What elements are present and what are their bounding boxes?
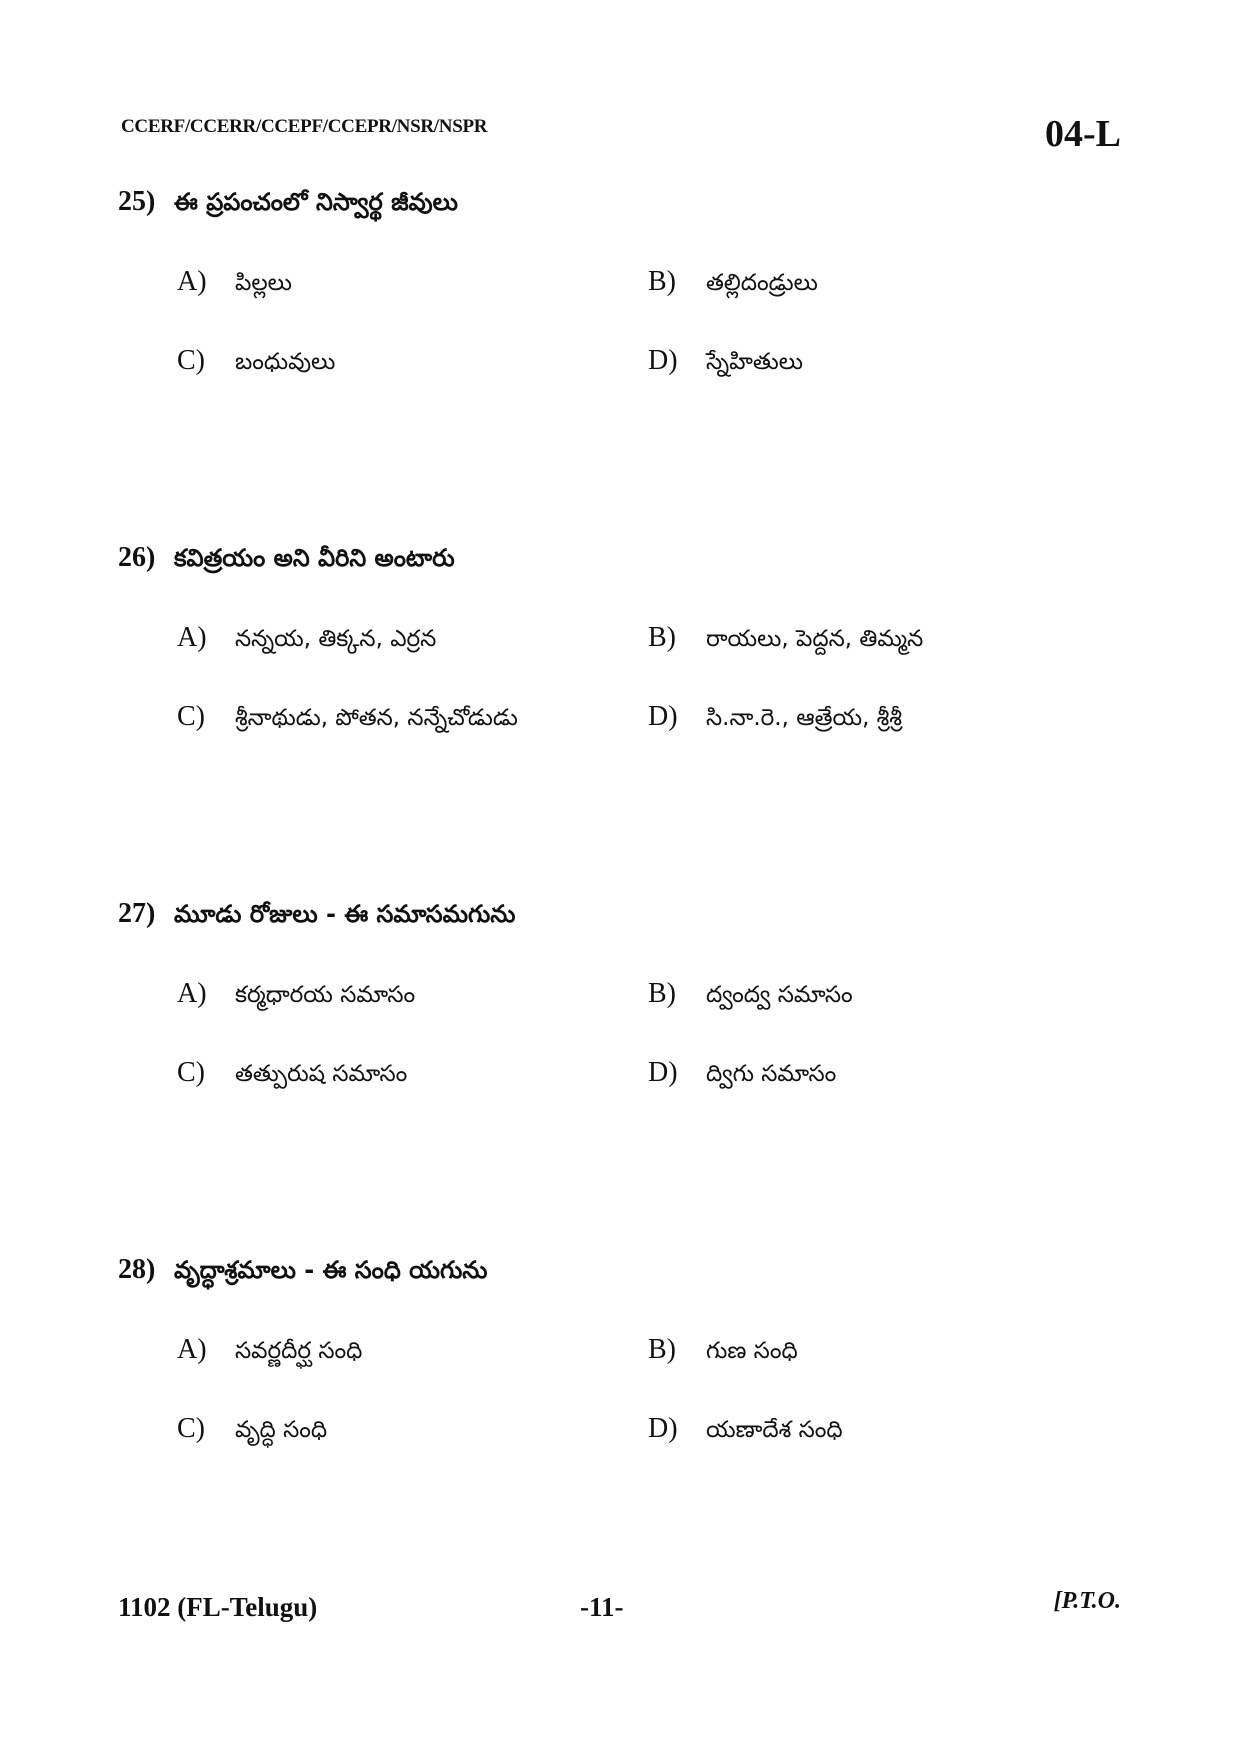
- option-text: పిల్లలు: [235, 270, 292, 296]
- option-letter: D): [648, 1057, 678, 1088]
- option-row: [118, 262, 1118, 302]
- question-number: 25): [118, 186, 156, 217]
- option-c: [177, 1409, 327, 1453]
- option-letter: C): [177, 345, 205, 376]
- option-letter: C): [177, 701, 205, 732]
- option-text: సవర్ణదీర్ఘ సంధి: [235, 1338, 363, 1364]
- option-text: బంధువులు: [235, 349, 336, 375]
- option-text: తత్పురుష సమాసం: [235, 1061, 408, 1087]
- option-a: [177, 262, 292, 306]
- option-letter: A): [177, 622, 207, 653]
- option-row: [118, 1053, 1118, 1093]
- option-row: [118, 974, 1118, 1014]
- option-row: [118, 618, 1118, 658]
- option-row: [118, 697, 1118, 737]
- question-number: 26): [118, 542, 156, 573]
- page-number: -11-: [580, 1592, 624, 1622]
- option-row: [118, 1409, 1118, 1449]
- option-letter: D): [648, 701, 678, 732]
- option-text: శ్రీనాథుడు, పోతన, నన్నేచోడుడు: [235, 705, 518, 731]
- option-d: [648, 697, 902, 741]
- option-b: [648, 974, 853, 1018]
- option-letter: C): [177, 1413, 205, 1444]
- option-a: [177, 618, 436, 662]
- question-stem: [118, 1250, 1118, 1290]
- option-text: యణాదేశ సంధి: [706, 1417, 843, 1443]
- option-d: [648, 341, 803, 385]
- paper-code: 1102 (FL-Telugu): [118, 1592, 318, 1622]
- option-b: [648, 262, 818, 306]
- option-c: [177, 341, 335, 385]
- option-letter: B): [648, 1334, 676, 1365]
- option-text: నన్నయ, తిక్కన, ఎర్రన: [235, 626, 437, 652]
- option-letter: D): [648, 1413, 678, 1444]
- option-letter: B): [648, 622, 676, 653]
- option-text: ద్విగు సమాసం: [706, 1061, 837, 1087]
- option-letter: A): [177, 1334, 207, 1365]
- set-code: 04-L: [1045, 113, 1121, 155]
- option-text: సి.నా.రె., ఆత్రేయ, శ్రీశ్రీ: [706, 705, 902, 731]
- option-text: గుణ సంధి: [706, 1338, 798, 1364]
- option-text: వృద్ధి సంధి: [235, 1417, 328, 1443]
- question-stem: [118, 894, 1118, 934]
- option-text: కర్మధారయ సమాసం: [235, 982, 416, 1008]
- option-a: [177, 974, 415, 1018]
- option-d: [648, 1053, 836, 1097]
- exam-codes: CCERF/CCERR/CCEPF/CCEPR/NSR/NSPR: [121, 116, 488, 137]
- option-letter: B): [648, 266, 676, 297]
- option-text: రాయలు, పెద్దన, తిమ్మన: [706, 626, 924, 652]
- option-b: [648, 618, 923, 662]
- question-text: ఈ ప్రపంచంలో నిస్వార్థ జీవులు: [174, 188, 458, 216]
- question-text: మూడు రోజులు - ఈ సమాసమగును: [174, 900, 516, 928]
- option-letter: A): [177, 266, 207, 297]
- option-text: తల్లిదండ్రులు: [706, 270, 818, 296]
- question-number: 28): [118, 1254, 156, 1285]
- option-letter: D): [648, 345, 678, 376]
- question-27: [118, 894, 1118, 1093]
- pto-marker: [P.T.O.: [1053, 1588, 1121, 1614]
- option-letter: B): [648, 978, 676, 1009]
- option-c: [177, 1053, 407, 1097]
- option-text: ద్వంద్వ సమాసం: [706, 982, 853, 1008]
- question-text: కవిత్రయం అని వీరిని అంటారు: [174, 544, 455, 572]
- option-b: [648, 1330, 798, 1374]
- option-row: [118, 1330, 1118, 1370]
- option-letter: A): [177, 978, 207, 1009]
- option-d: [648, 1409, 843, 1453]
- question-text: వృద్ధాశ్రమాలు - ఈ సంధి యగును: [174, 1256, 488, 1284]
- question-26: [118, 538, 1118, 737]
- option-letter: C): [177, 1057, 205, 1088]
- question-28: [118, 1250, 1118, 1449]
- option-row: [118, 341, 1118, 381]
- question-stem: [118, 182, 1118, 222]
- question-25: [118, 182, 1118, 381]
- option-text: స్నేహితులు: [706, 349, 803, 375]
- option-a: [177, 1330, 362, 1374]
- question-number: 27): [118, 898, 156, 929]
- option-c: [177, 697, 518, 741]
- question-stem: [118, 538, 1118, 578]
